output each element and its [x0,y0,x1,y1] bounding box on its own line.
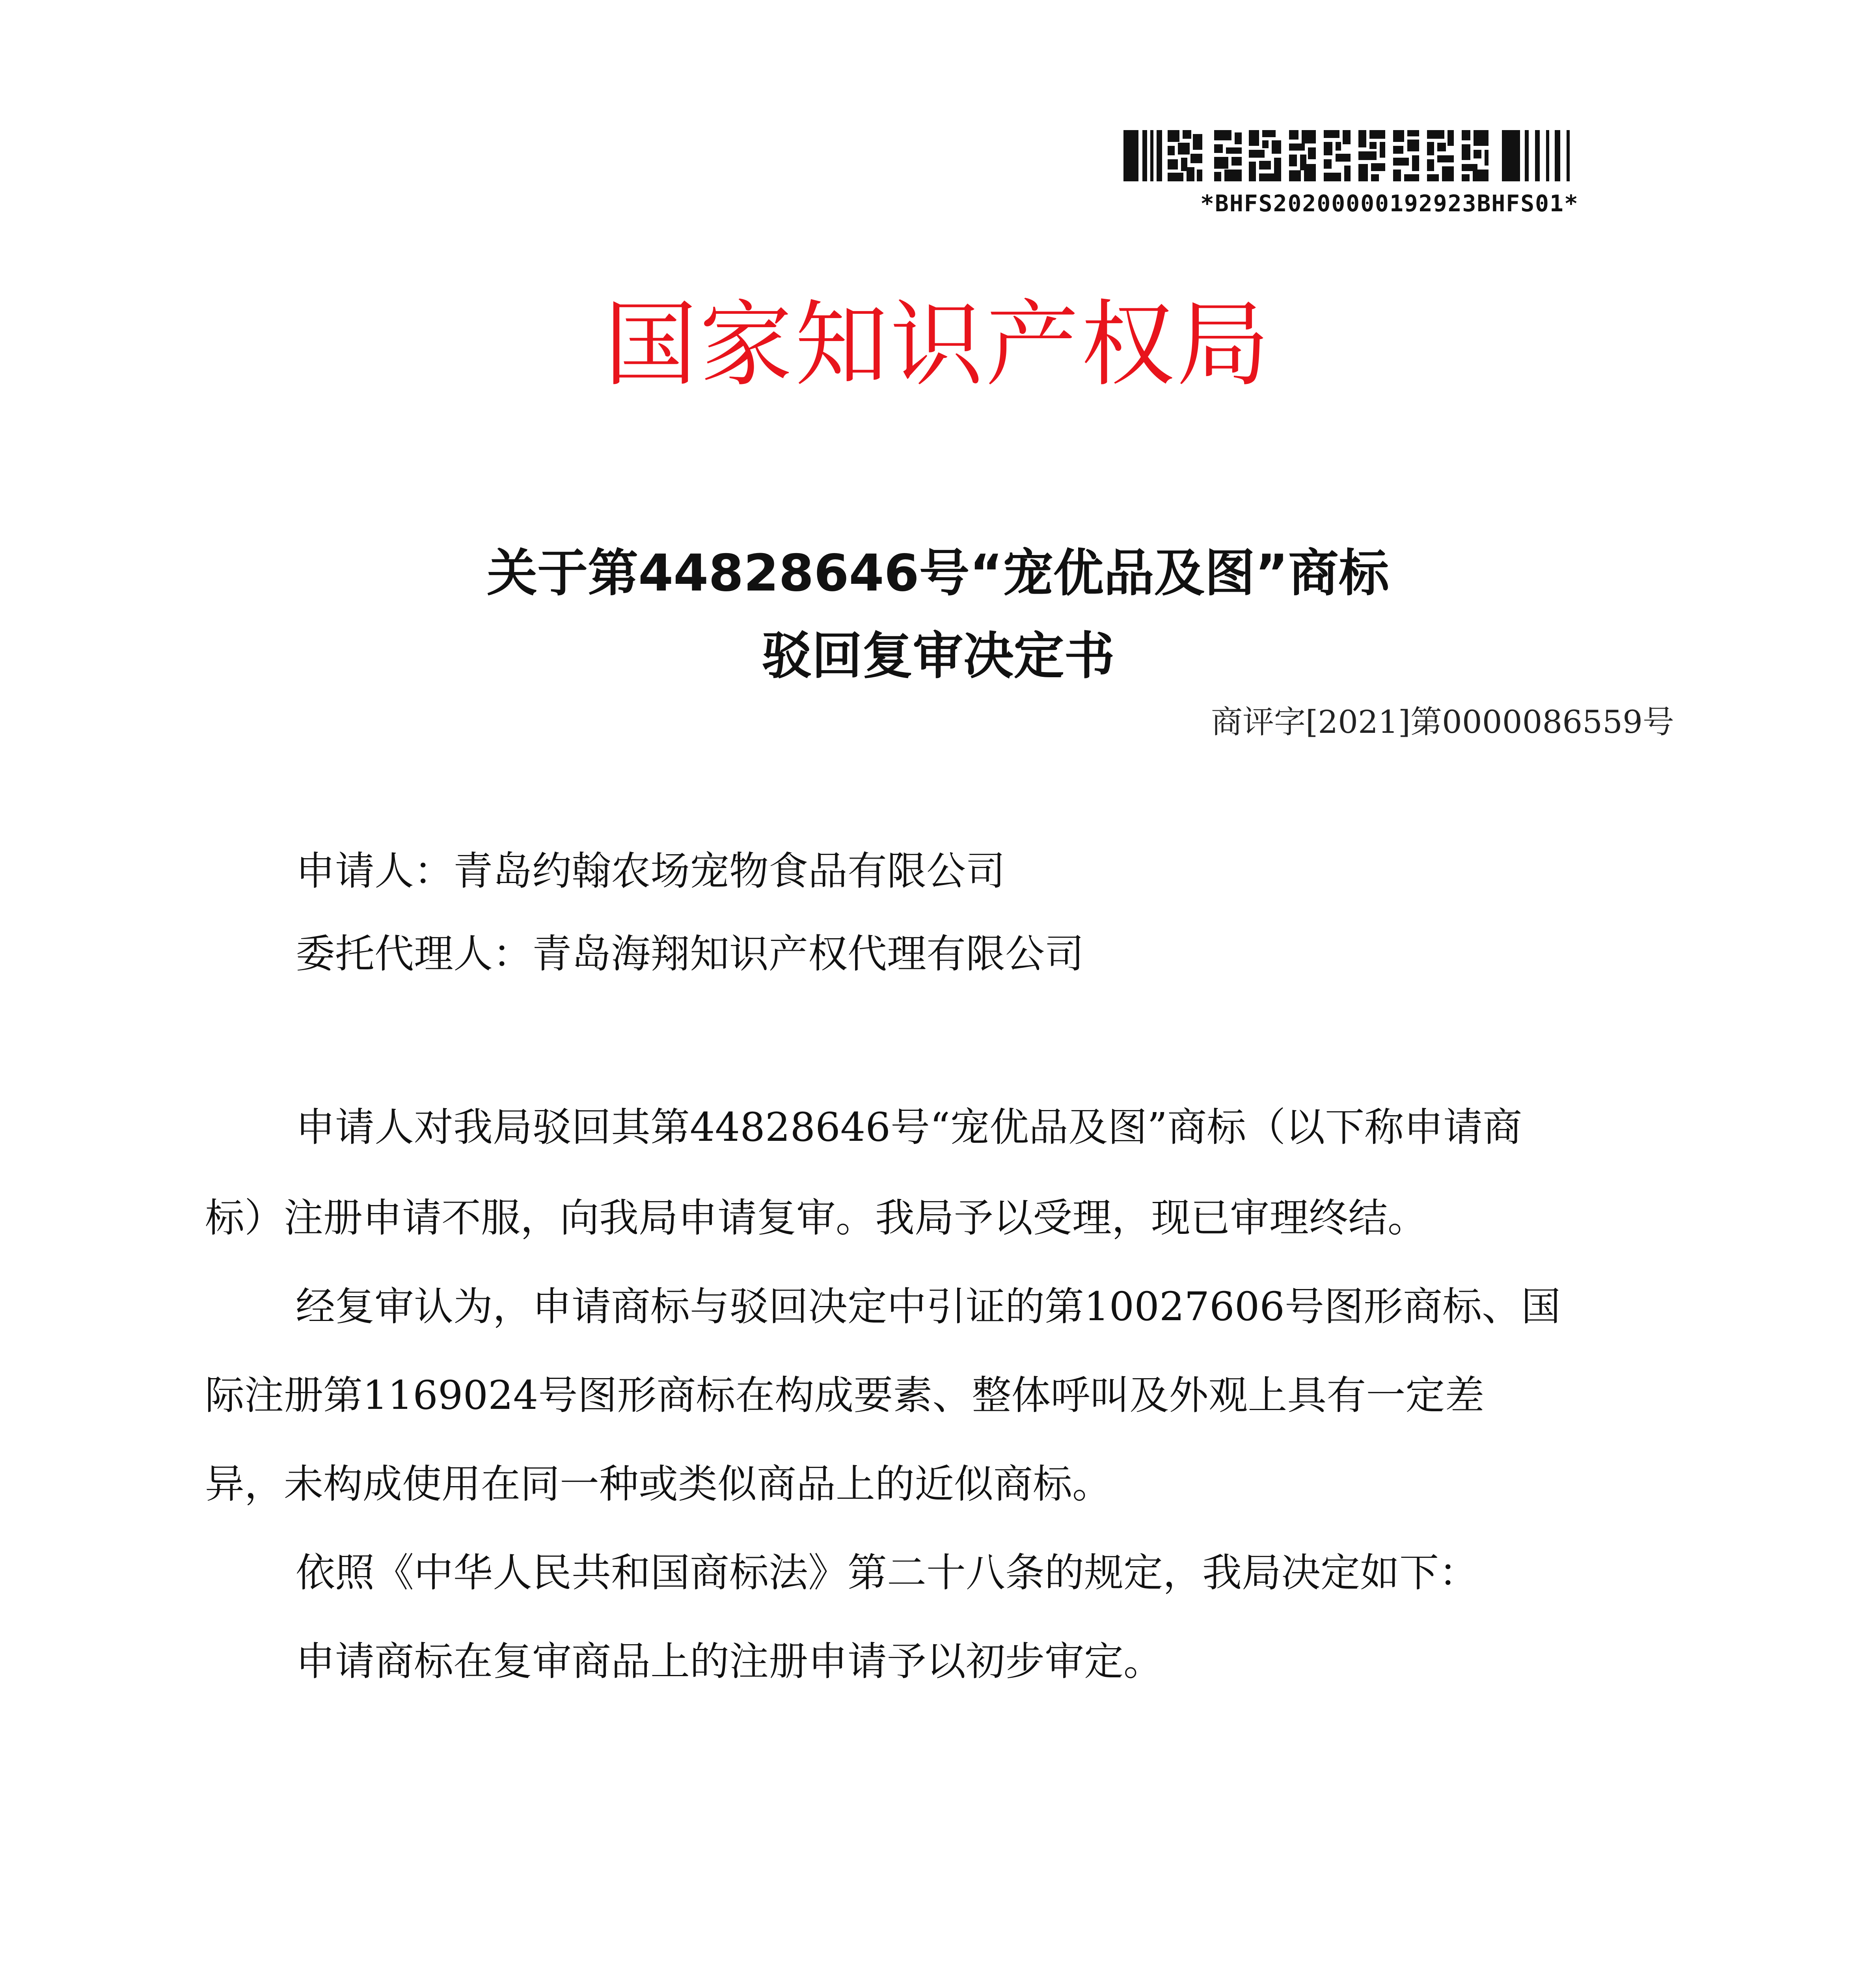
paragraph-1-line-1: 申请人对我局驳回其第44828646号“宠优品及图”商标（以下称申请商 [296,1104,1522,1150]
paragraph-3: 依照《中华人民共和国商标法》第二十八条的规定，我局决定如下： [296,1550,1478,1596]
paragraph-2-line-3: 异，未构成使用在同一种或类似商品上的近似商标。 [205,1461,1112,1507]
document-title-line2: 驳回复审决定书 [761,627,1115,686]
paragraph-4: 申请商标在复审商品上的注册申请予以初步审定。 [296,1638,1163,1684]
barcode-graphic [1123,130,1612,181]
applicant-line: 申请人：青岛约翰农场宠物食品有限公司 [296,848,1005,894]
paragraph-2-line-2: 际注册第1169024号图形商标在构成要素、整体呼叫及外观上具有一定差 [205,1372,1485,1418]
reference-number: 商评字[2021]第0000086559号 [1211,704,1674,740]
paragraph-2-line-1: 经复审认为，申请商标与驳回决定中引证的第10027606号图形商标、国 [296,1284,1561,1330]
barcode-block [1123,130,1612,217]
paragraph-1-line-2: 标）注册申请不服，向我局申请复审。我局予以受理，现已审理终结。 [205,1195,1427,1241]
agency-name: 国家知识产权局 [604,291,1272,399]
agent-line: 委托代理人：青岛海翔知识产权代理有限公司 [296,931,1084,977]
barcode-number: *BHFS20200000192923BHFS01* [1200,190,1579,217]
document-title-line1: 关于第44828646号“宠优品及图”商标 [487,544,1389,603]
